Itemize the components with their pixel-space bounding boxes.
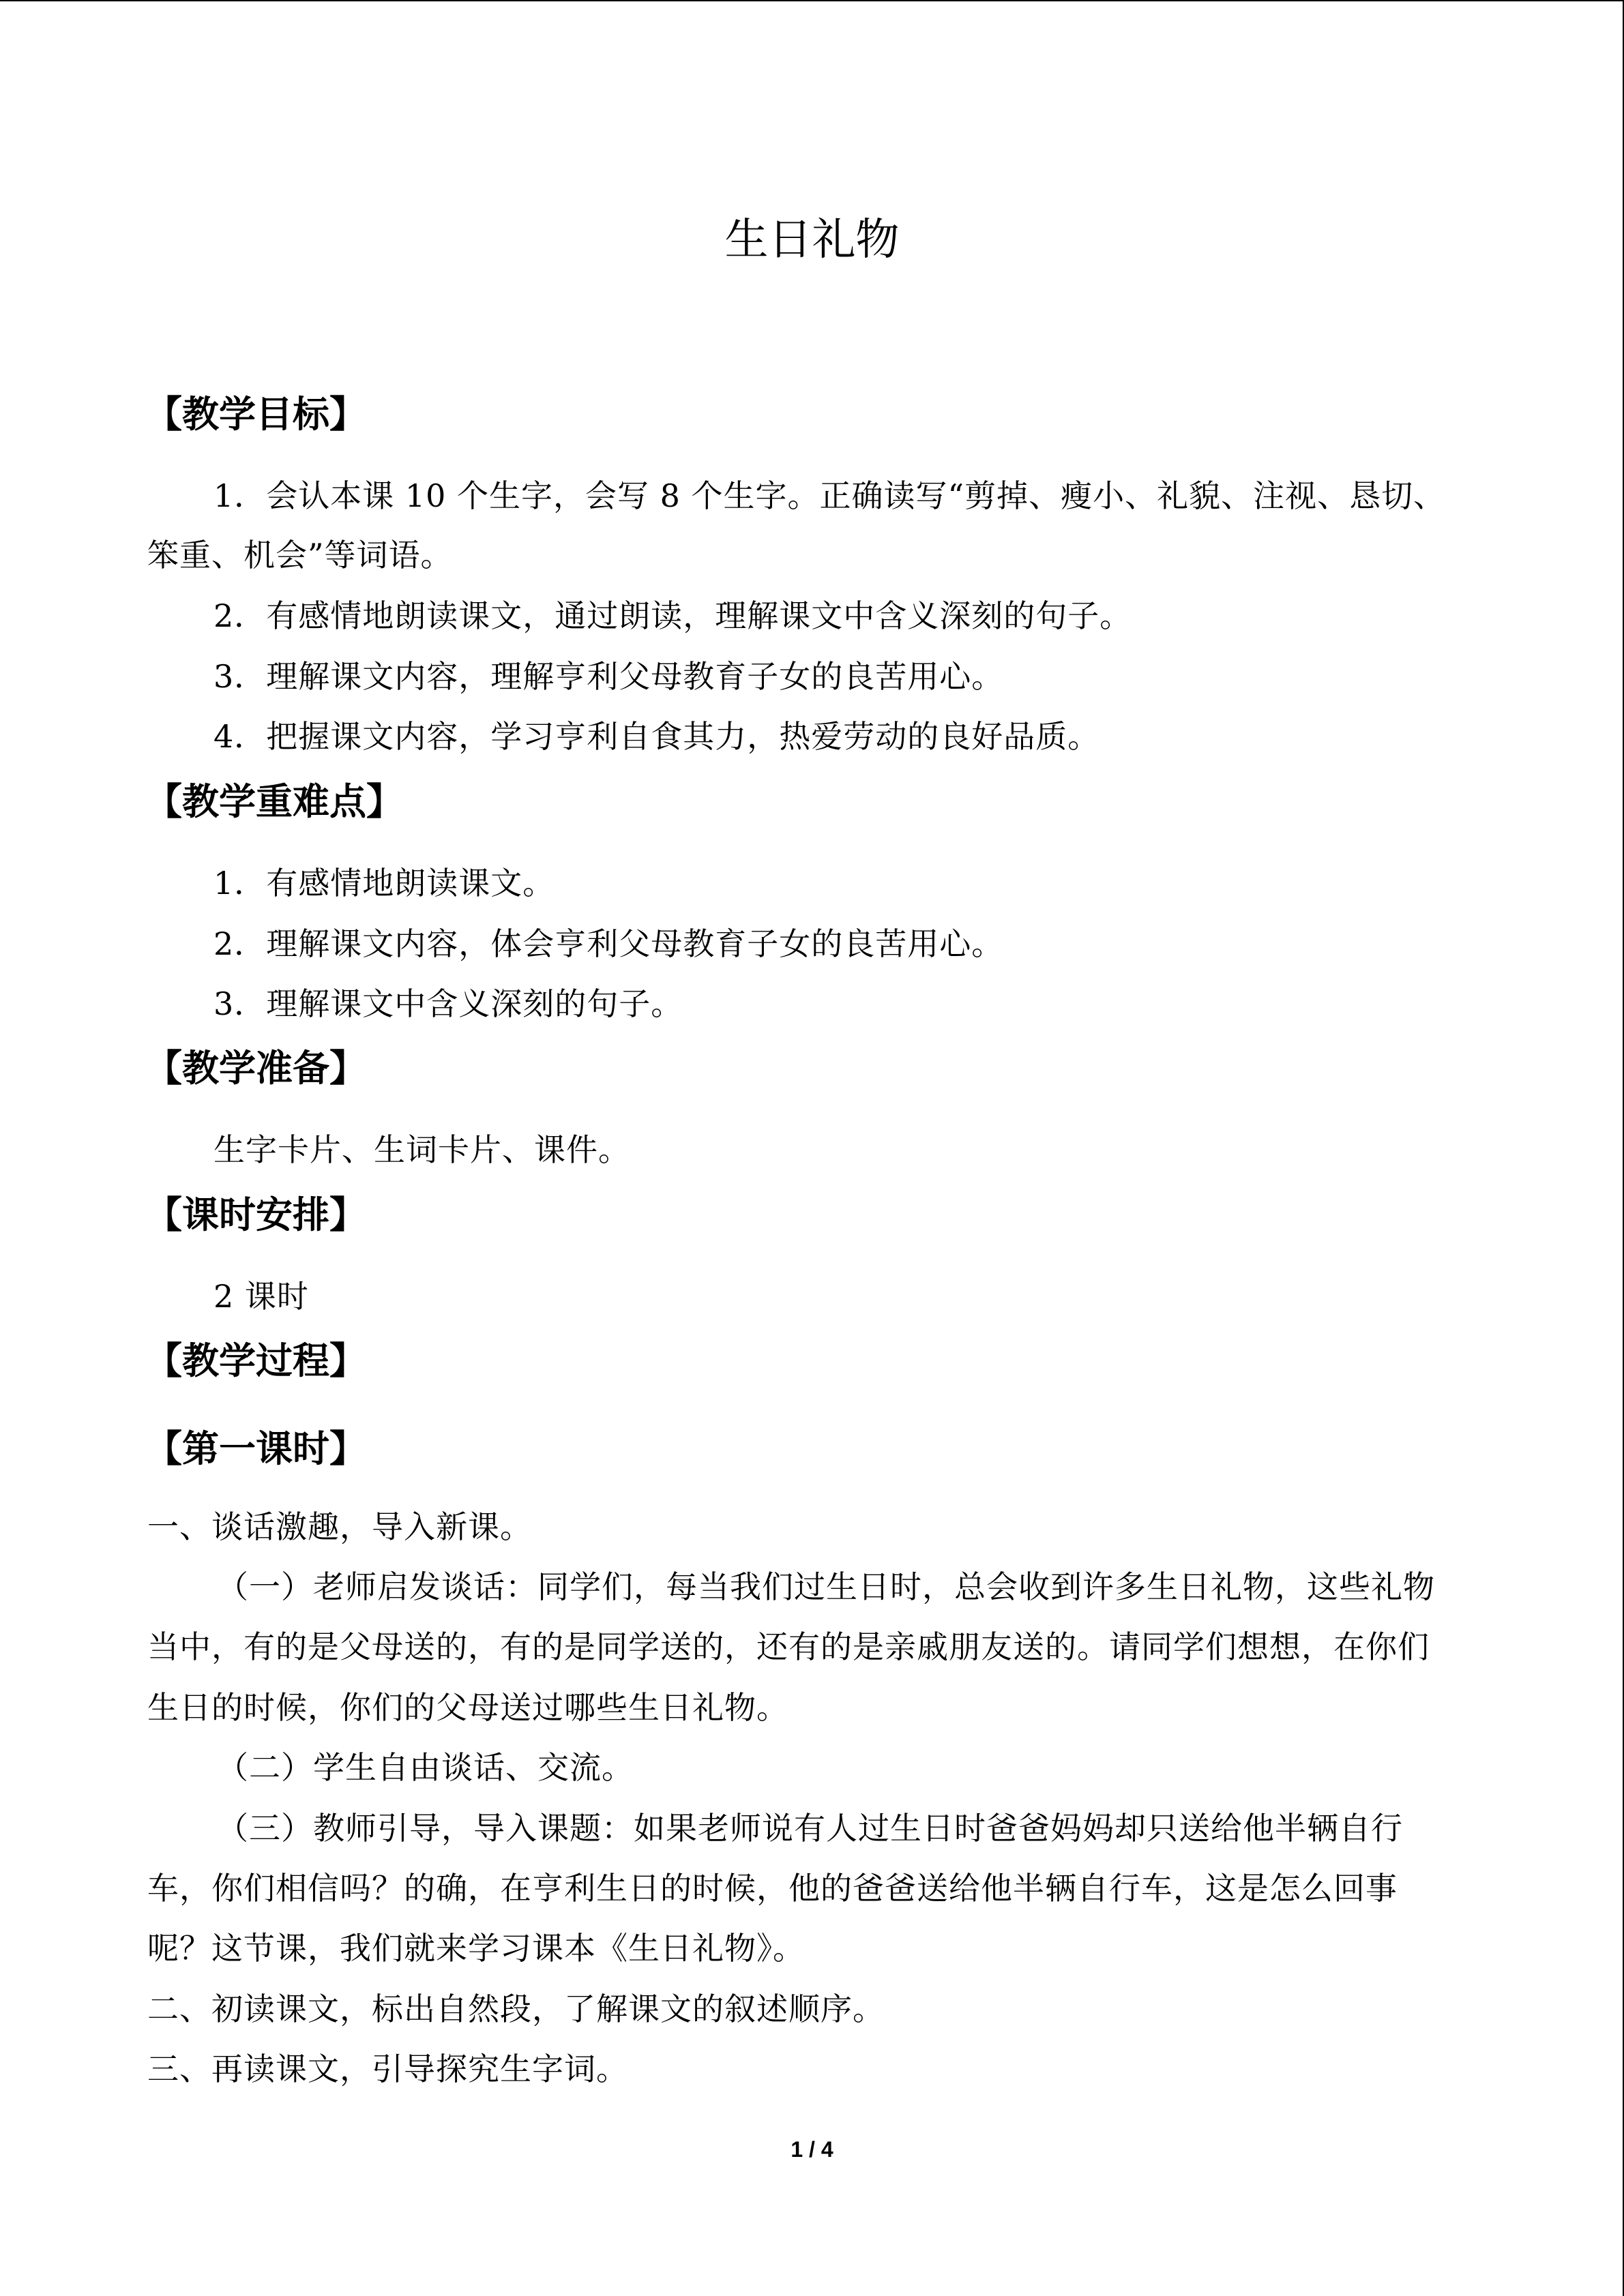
goal-line-4: 4．把握课文内容，学习亨利自食其力，热爱劳动的良好品质。 bbox=[213, 718, 1100, 755]
heading-key-points: 【教学重难点】 bbox=[145, 780, 403, 823]
goal-line-2: 2．有感情地朗读课文，通过朗读，理解课文中含义深刻的句子。 bbox=[213, 597, 1132, 634]
heading-teaching-process: 【教学过程】 bbox=[145, 1339, 366, 1382]
lesson-step-1-a-cont-1: 当中，有的是父母送的，有的是同学送的，还有的是亲戚朋友送的。请同学们想想，在你们 bbox=[147, 1628, 1430, 1665]
heading-schedule: 【课时安排】 bbox=[145, 1193, 366, 1236]
heading-preparation: 【教学准备】 bbox=[145, 1047, 366, 1090]
heading-teaching-goals: 【教学目标】 bbox=[145, 393, 366, 436]
lesson-step-1-a: （一）老师启发谈话：同学们，每当我们过生日时，总会收到许多生日礼物，这些礼物 bbox=[217, 1568, 1435, 1605]
key-point-line-2: 2．理解课文内容，体会亨利父母教育子女的良苦用心。 bbox=[213, 925, 1004, 962]
goal-line-1: 1．会认本课 10 个生字，会写 8 个生字。正确读写“剪掉、瘦小、礼貌、注视、恳切、 bbox=[213, 477, 1446, 514]
lesson-step-1-c-cont-1: 车，你们相信吗？的确，在亨利生日的时候，他的爸爸送给他半辆自行车，这是怎么回事 bbox=[147, 1870, 1398, 1907]
key-point-line-3: 3．理解课文中含义深刻的句子。 bbox=[213, 985, 683, 1022]
goal-line-1-cont: 笨重、机会”等词语。 bbox=[147, 537, 453, 573]
lesson-step-1: 一、谈话激趣，导入新课。 bbox=[147, 1508, 532, 1545]
preparation-line-1: 生字卡片、生词卡片、课件。 bbox=[213, 1131, 630, 1168]
schedule-line-1: 2 课时 bbox=[213, 1278, 309, 1315]
document-title: 生日礼物 bbox=[724, 215, 900, 265]
page-number: 1 / 4 bbox=[791, 2137, 833, 2162]
key-point-line-1: 1．有感情地朗读课文。 bbox=[213, 865, 555, 901]
lesson-step-2: 二、初读课文，标出自然段，了解课文的叙述顺序。 bbox=[147, 1991, 885, 2027]
lesson-step-3: 三、再读课文，引导探究生字词。 bbox=[147, 2051, 628, 2087]
heading-first-lesson: 【第一课时】 bbox=[145, 1427, 366, 1470]
goal-line-3: 3．理解课文内容，理解亨利父母教育子女的良苦用心。 bbox=[213, 658, 1004, 695]
lesson-step-1-b: （二）学生自由谈话、交流。 bbox=[217, 1749, 634, 1786]
lesson-step-1-c-cont-2: 呢？这节课，我们就来学习课本《生日礼物》。 bbox=[147, 1930, 805, 1967]
lesson-step-1-a-cont-2: 生日的时候，你们的父母送过哪些生日礼物。 bbox=[147, 1689, 788, 1726]
lesson-step-1-c: （三）教师引导，导入课题：如果老师说有人过生日时爸爸妈妈却只送给他半辆自行 bbox=[217, 1810, 1403, 1847]
